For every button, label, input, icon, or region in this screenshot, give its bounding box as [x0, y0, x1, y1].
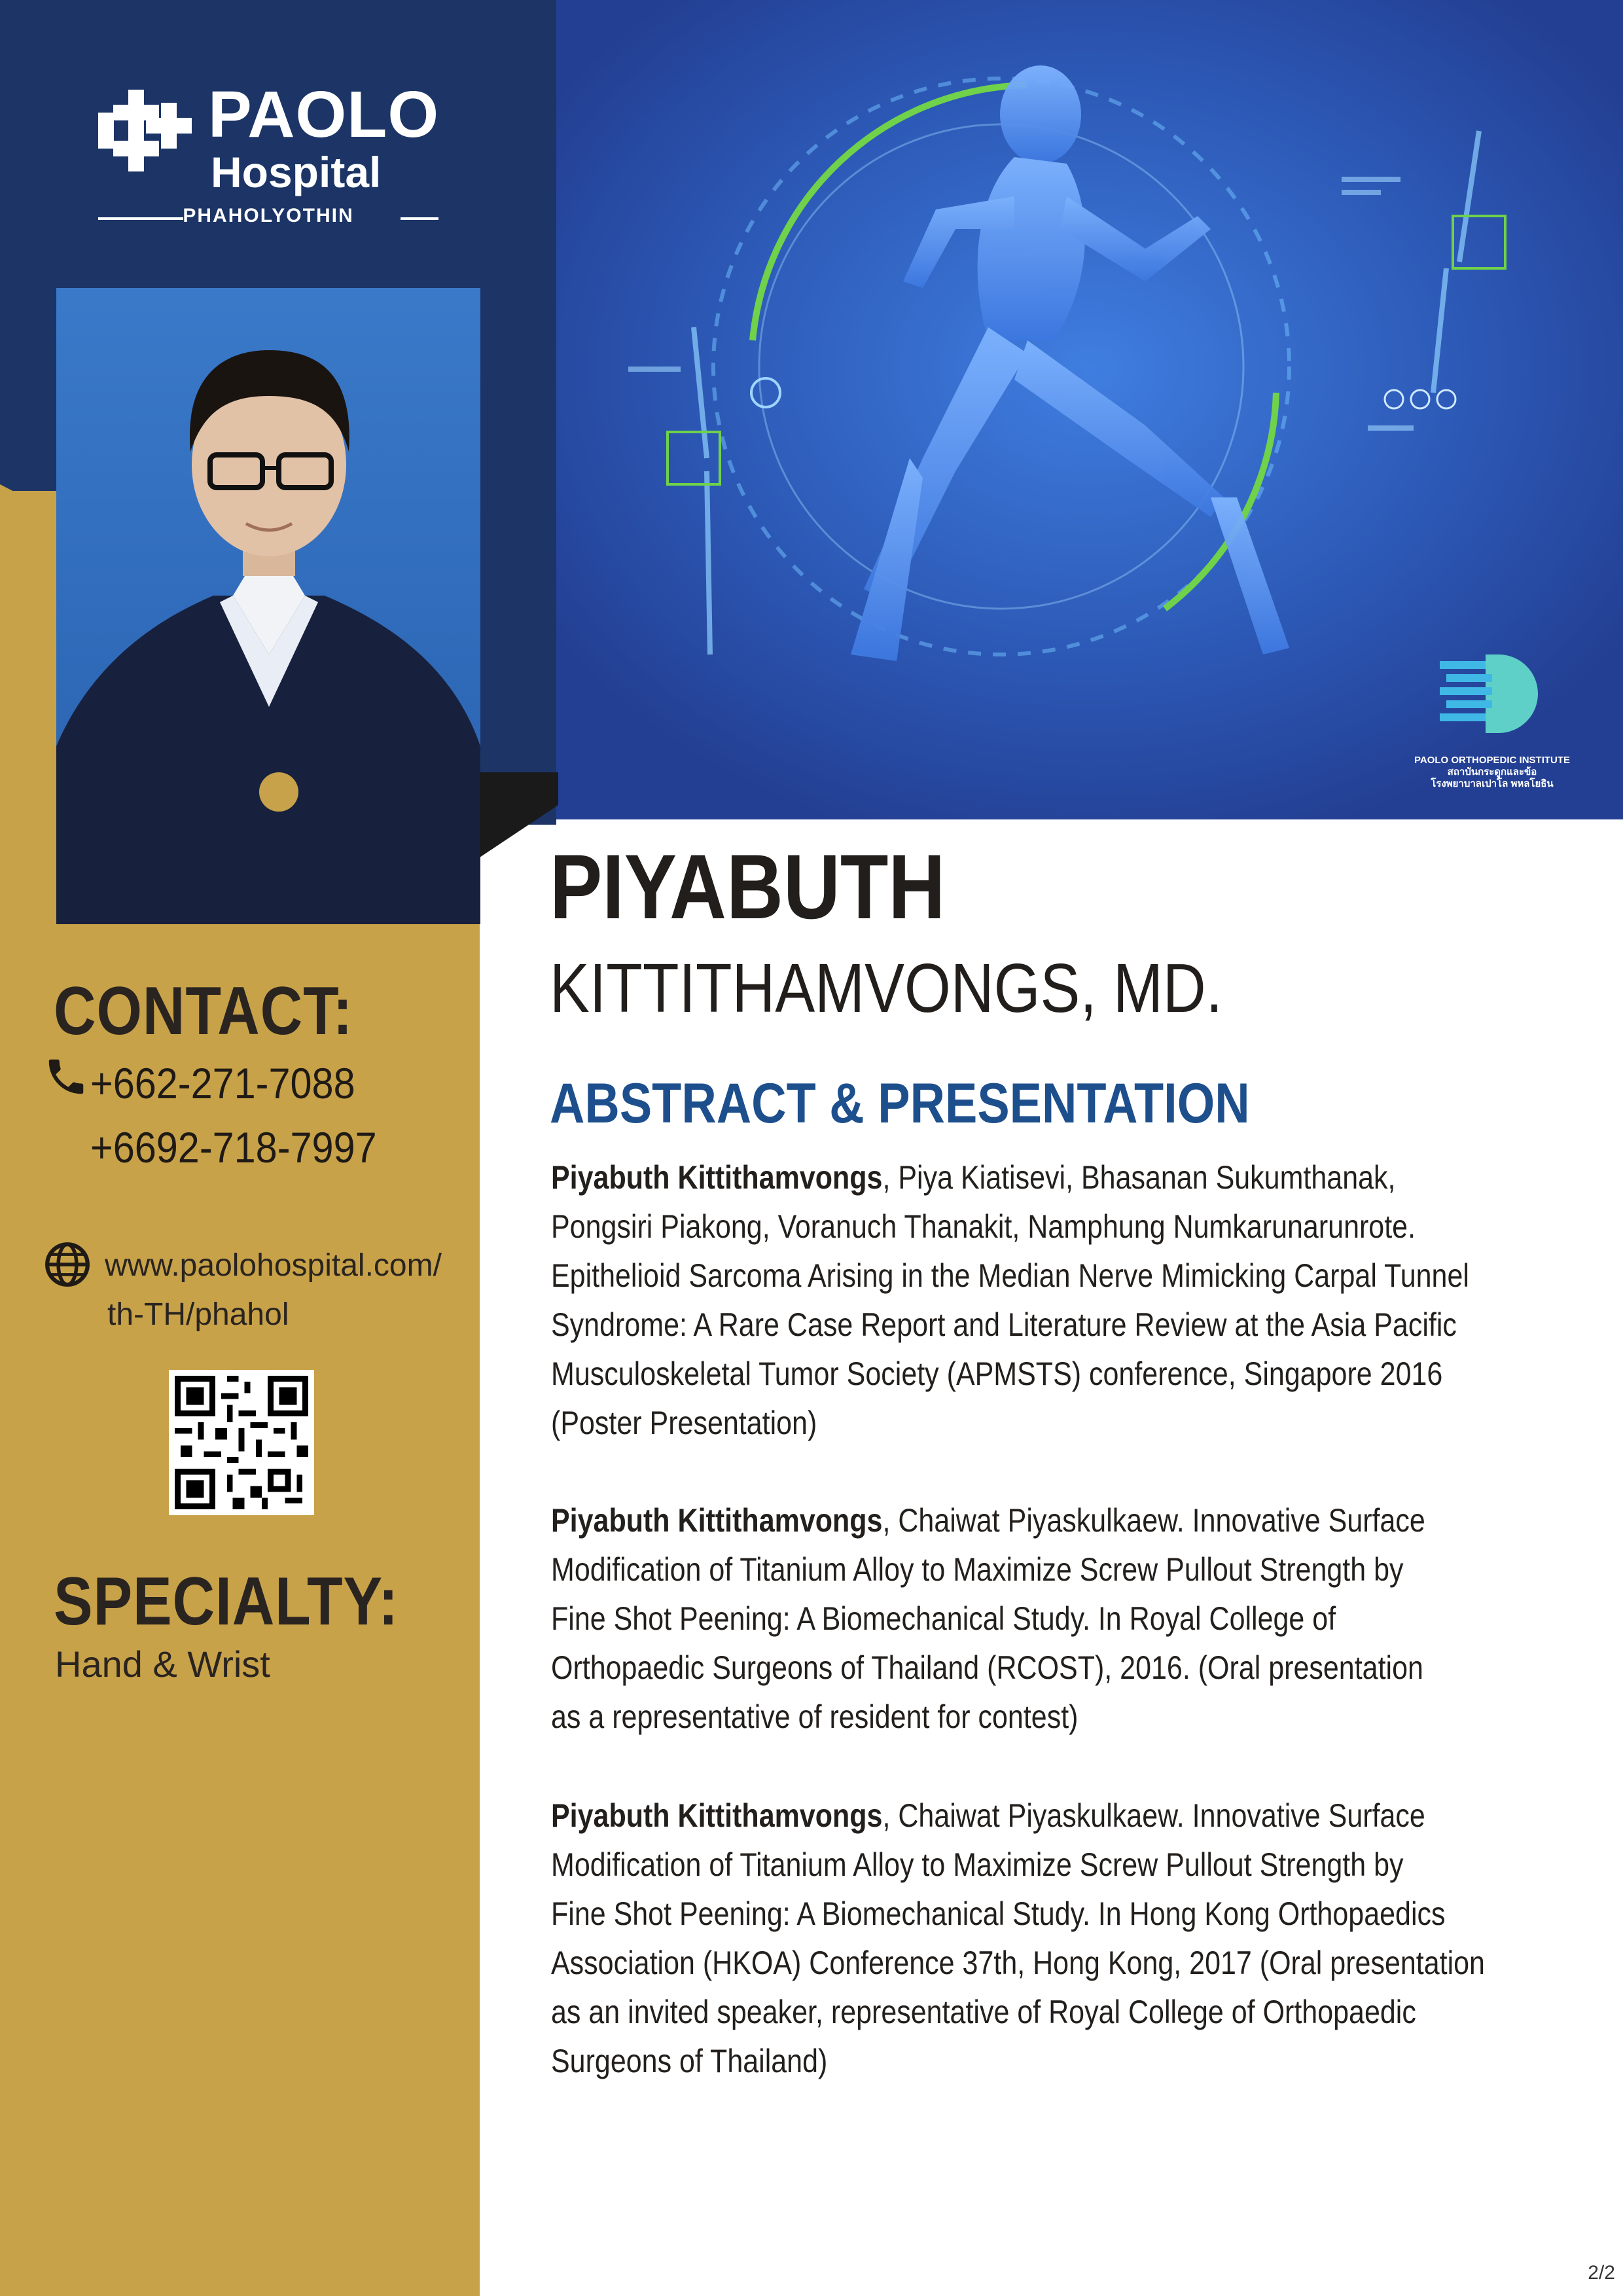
entry-line: Modification of Titanium Alloy to Maximize Screw Pullout Strength by [551, 1551, 1404, 1588]
doctor-portrait [56, 288, 480, 924]
entry-line: Fine Shot Peening: A Biomechanical Study. In Royal College of [551, 1600, 1336, 1637]
presentation-entry [551, 1496, 1575, 1742]
entry-line: , Chaiwat Piyaskulkaew. Innovative Surface [882, 1797, 1425, 1834]
institute-thai-2: โรงพยาบาลเปาโล พหลโยธิน [1431, 778, 1554, 789]
entry-author: Piyabuth Kittithamvongs [551, 1502, 883, 1539]
divider-triangle [480, 772, 558, 857]
section-heading: ABSTRACT & PRESENTATION [550, 1072, 1250, 1135]
qr-code[interactable] [169, 1370, 314, 1515]
entry-line: Modification of Titanium Alloy to Maximize Screw Pullout Strength by [551, 1846, 1404, 1883]
hero-runner-image [556, 0, 1623, 819]
presentation-entry [551, 1153, 1575, 1448]
entry-line: Association (HKOA) Conference 37th, Hong Kong, 2017 (Oral presentation [551, 1945, 1485, 1981]
entry-line: Fine Shot Peening: A Biomechanical Study. In Hong Kong Orthopaedics [551, 1895, 1446, 1932]
globe-icon [43, 1240, 92, 1289]
entry-line: , Piya Kiatisevi, Bhasanan Sukumthanak, [882, 1159, 1396, 1196]
hospital-subname: Hospital [211, 148, 382, 196]
emblem-icon [259, 772, 298, 812]
entry-line: Syndrome: A Rare Case Report and Literature Review at the Asia Pacific [551, 1306, 1457, 1343]
entry-line: as a representative of resident for contest) [551, 1698, 1079, 1735]
institute-thai-1: สถาบันกระดูกและข้อ [1447, 766, 1537, 778]
institute-logo-icon [1440, 655, 1538, 733]
entry-author: Piyabuth Kittithamvongs [551, 1797, 883, 1834]
phone-number-2[interactable]: +6692-718-7997 [90, 1123, 377, 1172]
entry-line: (Poster Presentation) [551, 1405, 817, 1441]
doctor-last-name: KITTITHAMVONGS, MD. [550, 950, 1223, 1027]
entry-line: Surgeons of Thailand) [551, 2043, 828, 2079]
entry-line: Musculoskeletal Tumor Society (APMSTS) conference, Singapore 2016 [551, 1355, 1443, 1392]
entry-line: , Chaiwat Piyaskulkaew. Innovative Surface [882, 1502, 1425, 1539]
presentation-entry [551, 1791, 1575, 2086]
phone-number-1[interactable]: +662-271-7088 [90, 1059, 355, 1107]
website-link-line2[interactable]: th-TH/phahol [107, 1297, 289, 1332]
hospital-cross-icon [98, 90, 203, 194]
phone-icon [43, 1054, 89, 1100]
entry-author: Piyabuth Kittithamvongs [551, 1159, 883, 1196]
entry-line: Pongsiri Piakong, Voranuch Thanakit, Namphung Numkarunarunrote. [551, 1208, 1416, 1245]
hospital-name: PAOLO [208, 78, 440, 151]
hospital-logo [98, 78, 440, 239]
entry-line: Epithelioid Sarcoma Arising in the Median Nerve Mimicking Carpal Tunnel [551, 1257, 1469, 1294]
doctor-first-name: PIYABUTH [550, 835, 946, 938]
logo-rule-right [401, 217, 438, 220]
page-number: 2/2 [1588, 2262, 1615, 2284]
specialty-value: Hand & Wrist [55, 1643, 270, 1685]
institute-name: PAOLO ORTHOPEDIC INSTITUTE [1414, 755, 1571, 766]
entry-line: Orthopaedic Surgeons of Thailand (RCOST), 2016. (Oral presentation [551, 1649, 1423, 1686]
website-link-line1[interactable]: www.paolohospital.com/ [105, 1248, 442, 1283]
entry-line: as an invited speaker, representative of Royal College of Orthopaedic [551, 1994, 1416, 2030]
hospital-branch: PHAHOLYOTHIN [183, 205, 354, 226]
specialty-heading: SPECIALTY: [54, 1564, 399, 1640]
contact-heading: CONTACT: [54, 973, 353, 1049]
